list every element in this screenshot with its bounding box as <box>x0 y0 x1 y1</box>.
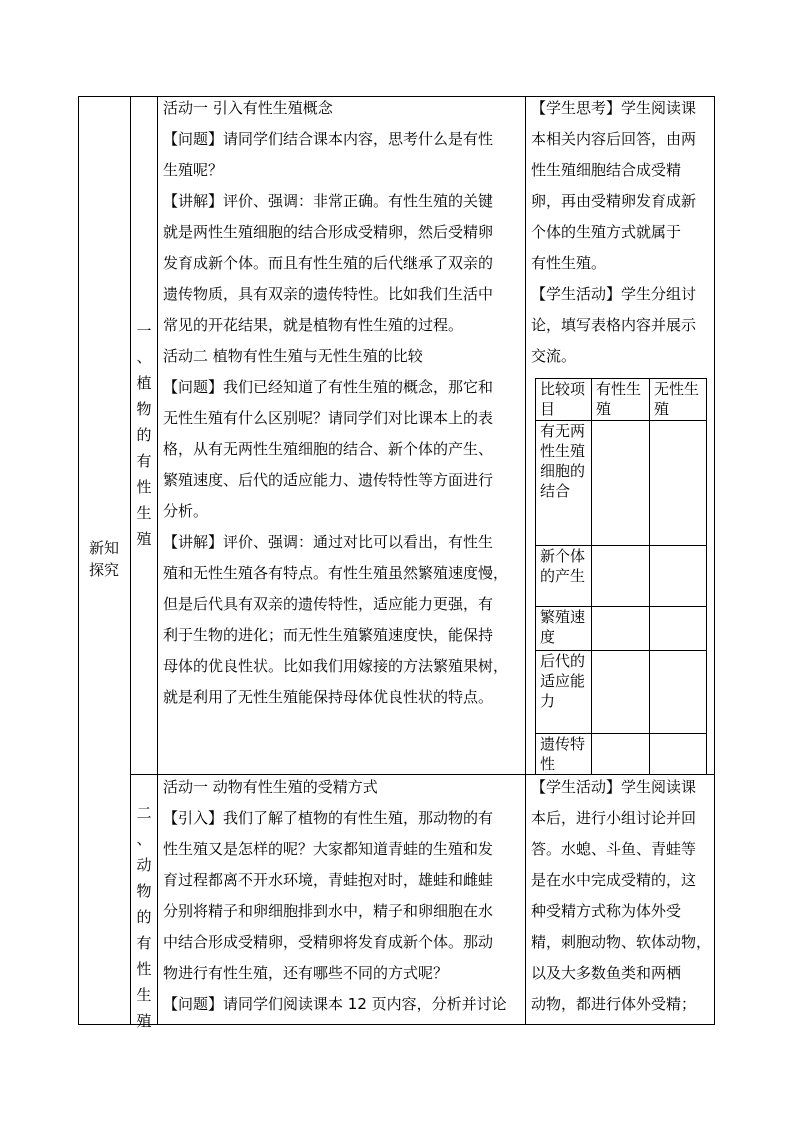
column-divider <box>525 96 526 1025</box>
title-char: 二 <box>136 804 152 822</box>
section-label-line2: 探究 <box>88 561 119 579</box>
text-line: 物进行有性生殖，还有哪些不同的方式呢？ <box>163 964 449 982</box>
part1-teacher-activities <box>163 93 519 713</box>
text-line: 【引入】我们了解了植物的有性生殖，那动物的有 <box>163 809 494 827</box>
text-line: 个体的生殖方式就属于 <box>531 223 682 241</box>
text-line: 分析。 <box>163 502 209 520</box>
title-char: 殖 <box>136 1012 152 1030</box>
text-line: 是在水中完成受精的，这 <box>531 871 697 889</box>
text-line: 母体的优良性状。比如我们用嫁接的方法繁殖果树， <box>163 657 509 675</box>
part2-title <box>131 800 157 1034</box>
text-line: 种受精方式称为体外受 <box>531 902 682 920</box>
comparison-header-item: 比较项目 <box>540 380 586 418</box>
text-line: 本后，进行小组讨论并回 <box>531 809 697 827</box>
section-label <box>78 537 130 581</box>
text-line: 动物，都进行体外受精； <box>531 995 697 1013</box>
title-char: 、 <box>136 830 152 848</box>
comparison-row-label: 繁殖速度 <box>540 608 586 646</box>
title-char: 生 <box>136 504 152 522</box>
title-char: 殖 <box>136 530 152 548</box>
text-line: 发育成新个体。而且有性生殖的后代继承了双亲的 <box>163 254 494 272</box>
section-label-line1: 新知 <box>88 539 119 557</box>
comparison-header-sexual: 有性生殖 <box>596 380 642 418</box>
title-char: 动 <box>136 856 152 874</box>
text-line: 活动二 植物有性生殖与无性生殖的比较 <box>163 347 423 365</box>
comparison-row-label: 遗传特性 <box>540 735 586 773</box>
text-line: 就是利用了无性生殖能保持母体优良性状的特点。 <box>163 688 494 706</box>
text-line: 遗传物质，具有双亲的遗传特性。比如我们生活中 <box>163 285 494 303</box>
text-line: 育过程都离不开水环境，青蛙抱对时，雄蛙和雌蛙 <box>163 871 494 889</box>
text-line: 【讲解】评价、强调：非常正确。有性生殖的关键 <box>163 192 494 210</box>
text-line: 论，填写表格内容并展示 <box>531 316 697 334</box>
text-line: 繁殖速度、后代的适应能力、遗传特性等方面进行 <box>163 471 494 489</box>
text-line: 常见的开花结果，就是植物有性生殖的过程。 <box>163 316 464 334</box>
part1-title <box>131 318 157 552</box>
title-char: 、 <box>136 348 152 366</box>
text-line: 【问题】请同学们阅读课本 12 页内容，分析并讨论 <box>163 995 507 1013</box>
text-line: 精，刺胞动物、软体动物， <box>531 933 712 951</box>
text-line: 格，从有无两性生殖细胞的结合、新个体的产生、 <box>163 440 494 458</box>
text-line: 分别将精子和卵细胞排到水中，精子和卵细胞在水 <box>163 902 494 920</box>
part2-student-activities <box>531 772 713 1020</box>
comparison-table <box>535 378 707 775</box>
title-char: 性 <box>136 478 152 496</box>
comparison-row-label: 有无两性生殖细胞的结合 <box>540 422 586 500</box>
title-char: 性 <box>136 960 152 978</box>
text-line: 性生殖又是怎样的呢？大家都知道青蛙的生殖和发 <box>163 840 494 858</box>
comparison-row-label: 后代的适应能力 <box>540 652 586 710</box>
text-line: 但是后代具有双亲的遗传特性，适应能力更强，有 <box>163 595 494 613</box>
column-divider <box>157 96 158 1025</box>
text-line: 活动一 引入有性生殖概念 <box>163 99 333 117</box>
text-line: 就是两性生殖细胞的结合形成受精卵，然后受精卵 <box>163 223 494 241</box>
text-line: 【学生活动】学生阅读课 <box>531 778 697 796</box>
text-line: 中结合形成受精卵，受精卵将发育成新个体。那动 <box>163 933 494 951</box>
text-line: 利于生物的进化；而无性生殖繁殖速度快，能保持 <box>163 626 494 644</box>
title-char: 的 <box>136 426 152 444</box>
text-line: 殖和无性生殖各有特点。有性生殖虽然繁殖速度慢， <box>163 564 509 582</box>
text-line: 【问题】请同学们结合课本内容，思考什么是有性 <box>163 130 494 148</box>
text-line: 卵，再由受精卵发育成新 <box>531 192 697 210</box>
text-line: 生殖呢？ <box>163 161 224 179</box>
text-line: 有性生殖。 <box>531 254 607 272</box>
text-line: 【学生思考】学生阅读课 <box>531 99 697 117</box>
text-line: 【问题】我们已经知道了有性生殖的概念，那它和 <box>163 378 494 396</box>
part1-student-activities <box>531 93 713 372</box>
title-char: 生 <box>136 986 152 1004</box>
title-char: 有 <box>136 934 152 952</box>
text-line: 无性生殖有什么区别呢？请同学们对比课本上的表 <box>163 409 494 427</box>
title-char: 植 <box>136 374 152 392</box>
comparison-header-asexual: 无性生殖 <box>654 380 700 418</box>
text-line: 【讲解】评价、强调：通过对比可以看出，有性生 <box>163 533 494 551</box>
part2-teacher-activities <box>163 772 519 1020</box>
text-line: 本相关内容后回答，由两 <box>531 130 697 148</box>
title-char: 的 <box>136 908 152 926</box>
text-line: 交流。 <box>531 347 577 365</box>
text-line: 以及大多数鱼类和两栖 <box>531 964 682 982</box>
comparison-row-label: 新个体的产生 <box>540 547 586 585</box>
text-line: 【学生活动】学生分组讨 <box>531 285 697 303</box>
title-char: 物 <box>136 882 152 900</box>
text-line: 活动一 动物有性生殖的受精方式 <box>163 778 378 796</box>
title-char: 物 <box>136 400 152 418</box>
text-line: 性生殖细胞结合成受精 <box>531 161 682 179</box>
title-char: 有 <box>136 452 152 470</box>
text-line: 答。水螅、斗鱼、青蛙等 <box>531 840 697 858</box>
title-char: 一 <box>136 322 152 340</box>
